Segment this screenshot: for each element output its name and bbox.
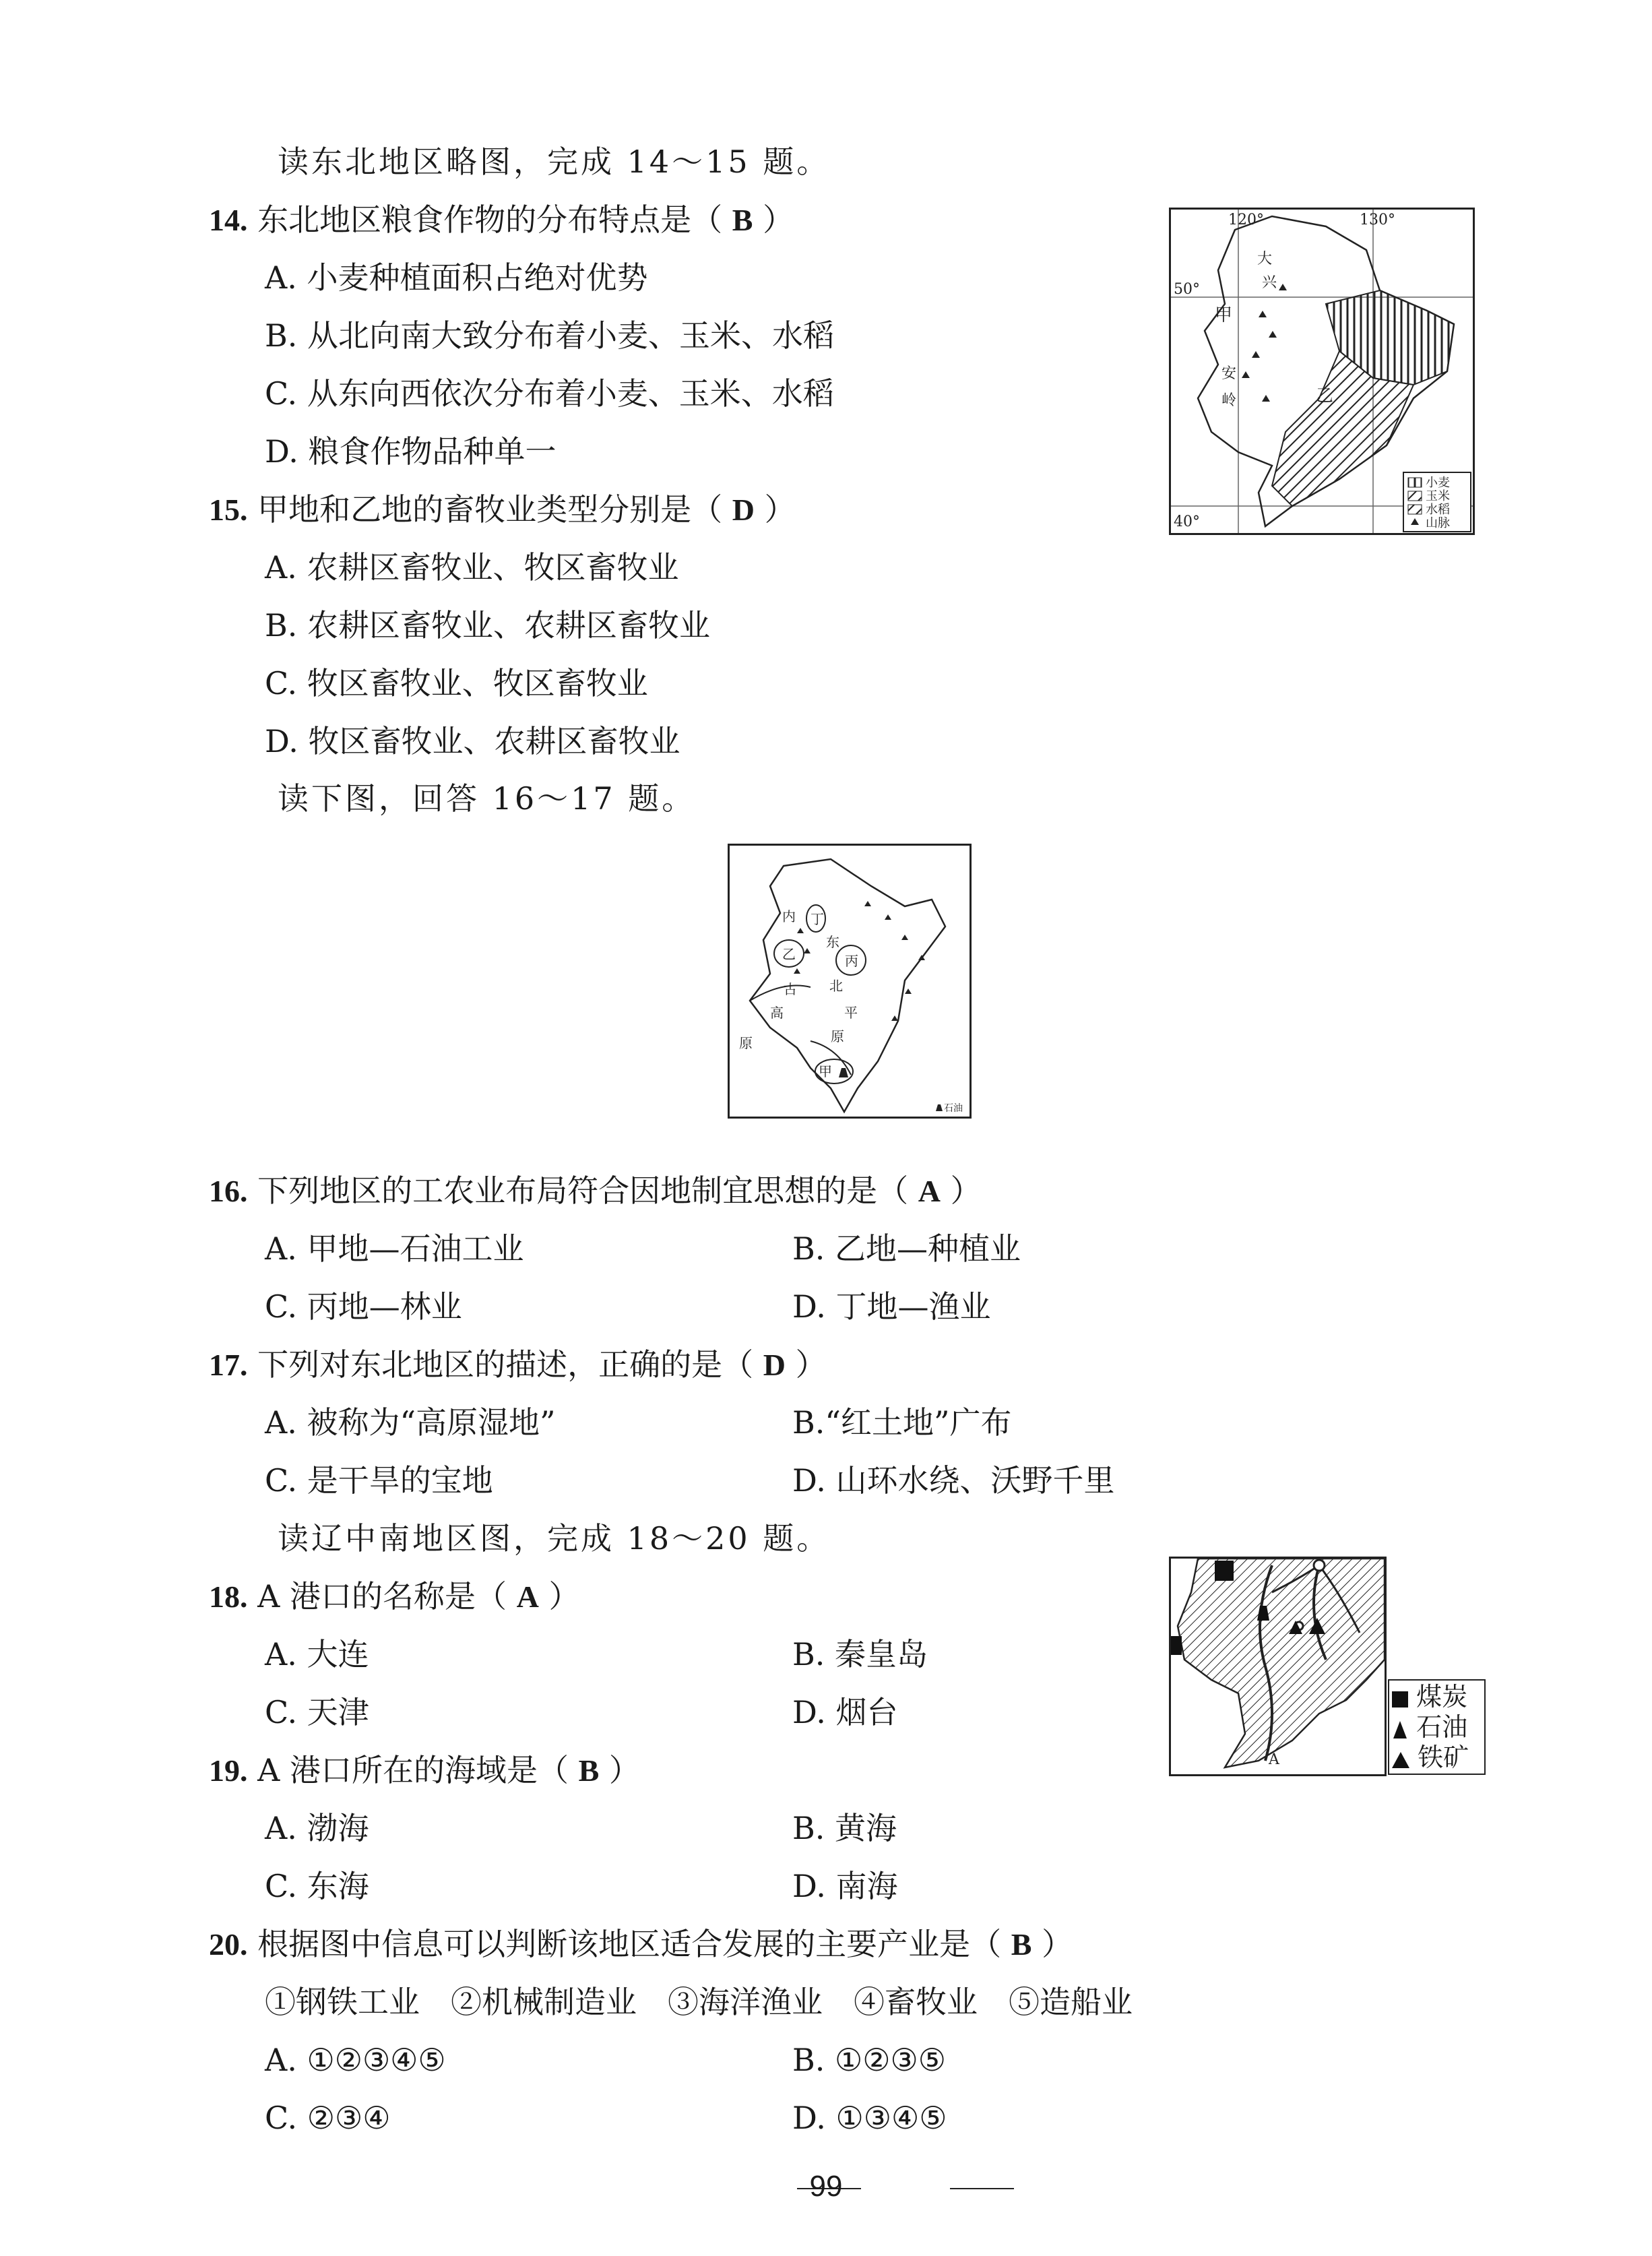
q20-option-a: A. ①②③④⑤ [265, 2042, 446, 2078]
coal-symbol [1215, 1561, 1234, 1581]
oil-symbol [839, 1068, 848, 1077]
q17-option-b: B.“红土地”广布 [792, 1404, 1012, 1441]
q16-option-a: A. 甲地—石油工业 [265, 1230, 524, 1267]
q18-option-d: D. 烟台 [792, 1694, 898, 1730]
svg-text:原: 原 [739, 1035, 753, 1051]
q17-option-c: C. 是干旱的宝地 [265, 1462, 493, 1499]
legend-oil: 石油 [1392, 1711, 1467, 1743]
q15-option-b: B. 农耕区畜牧业、农耕区畜牧业 [265, 607, 711, 644]
q20-option-c: C. ②③④ [265, 2100, 391, 2136]
q14-option-b: B. 从北向南大致分布着小麦、玉米、水稻 [265, 317, 835, 354]
legend-wheat: 小麦 [1426, 476, 1450, 490]
svg-text:甲: 甲 [819, 1063, 832, 1079]
legend-coal: 煤炭 [1392, 1681, 1467, 1713]
svg-text:高: 高 [770, 1005, 784, 1021]
question-19-stem: 19. A 港口所在的海域是（ B ） [209, 1752, 640, 1788]
range-char: 大 [1257, 251, 1273, 268]
question-number: 18. [209, 1579, 248, 1614]
q15-option-a: A. 农耕区畜牧业、牧区畜牧业 [265, 549, 679, 586]
q16-option-c: C. 丙地—林业 [265, 1288, 462, 1325]
q18-option-c: C. 天津 [265, 1694, 369, 1730]
svg-text:平: 平 [844, 1005, 858, 1021]
svg-text:丁: 丁 [811, 911, 824, 927]
intro-14-15: 读东北地区略图，完成 14～15 题。 [278, 144, 831, 180]
legend-rice: 水稻 [1426, 503, 1450, 517]
map2-outline [750, 859, 945, 1112]
question-16-stem: 16. 下列地区的工农业布局符合因地制宜思想的是（ A ） [209, 1172, 982, 1209]
question-20-stem: 20. 根据图中信息可以判断该地区适合发展的主要产业是（ B ） [209, 1926, 1073, 1962]
svg-text:原: 原 [831, 1028, 844, 1044]
q17-option-d: D. 山环水绕、沃野千里 [792, 1462, 1115, 1499]
q20-items: ①钢铁工业 ②机械制造业 ③海洋渔业 ④畜牧业 ⑤造船业 [265, 1984, 1133, 2020]
answer-mark: A [918, 1174, 941, 1208]
q19-option-d: D. 南海 [792, 1868, 898, 1904]
answer-mark: B [578, 1753, 600, 1788]
answer-mark: B [1011, 1927, 1032, 1962]
question-number: 16. [209, 1174, 248, 1208]
range-char: 兴 [1262, 274, 1277, 291]
answer-mark: D [732, 493, 755, 527]
q16-option-b: B. 乙地—种植业 [792, 1230, 1021, 1267]
svg-text:北: 北 [829, 978, 843, 994]
q17-option-a: A. 被称为“高原湿地” [265, 1404, 556, 1441]
legend-corn: 玉米 [1426, 489, 1450, 503]
question-number: 15. [209, 493, 248, 527]
lat-50-label: 50° [1174, 281, 1200, 298]
lon-130-label: 130° [1360, 212, 1395, 228]
q16-option-d: D. 丁地—渔业 [792, 1288, 991, 1325]
city-marker [1314, 1560, 1325, 1571]
q15-option-d: D. 牧区畜牧业、农耕区畜牧业 [265, 723, 680, 759]
svg-text:东: 东 [826, 934, 839, 950]
page-number: 99 [809, 2170, 843, 2203]
q19-option-a: A. 渤海 [265, 1810, 369, 1846]
intro-16-17: 读下图，回答 16～17 题。 [278, 780, 696, 817]
q19-option-b: B. 黄海 [792, 1810, 897, 1846]
legend-iron: 铁矿 [1392, 1741, 1469, 1774]
lat-40-label: 40° [1174, 513, 1200, 530]
q18-option-b: B. 秦皇岛 [792, 1636, 928, 1672]
coal-symbol [1171, 1636, 1182, 1655]
question-15-stem: 15. 甲地和乙地的畜牧业类型分别是（ D ） [209, 491, 796, 528]
q14-option-c: C. 从东向西依次分布着小麦、玉米、水稻 [265, 375, 834, 412]
port-a-label: A [1269, 1751, 1279, 1768]
q14-option-a: A. 小麦种植面积占绝对优势 [265, 259, 648, 296]
question-number: 19. [209, 1753, 248, 1788]
q18-option-a: A. 大连 [265, 1636, 369, 1672]
range-char: 岭 [1221, 392, 1237, 409]
q15-option-c: C. 牧区畜牧业、牧区畜牧业 [265, 665, 648, 701]
question-number: 17. [209, 1348, 248, 1382]
q19-option-c: C. 东海 [265, 1868, 369, 1904]
intro-18-20: 读辽中南地区图，完成 18～20 题。 [278, 1520, 831, 1557]
map2-legend-oil: 石油 [944, 1103, 963, 1114]
answer-mark: D [763, 1348, 786, 1382]
liaozhongnan-land [1178, 1559, 1385, 1767]
legend-mountain: 山脉 [1426, 516, 1450, 530]
question-14-stem: 14. 东北地区粮食作物的分布特点是（ B ） [209, 201, 794, 238]
svg-text:乙: 乙 [782, 946, 796, 962]
liaozhongnan-map [1169, 1557, 1387, 1776]
question-number: 20. [209, 1927, 248, 1962]
svg-text:古: 古 [784, 981, 797, 997]
northeast-region-map [728, 844, 972, 1119]
yi-label: 乙 [1316, 386, 1334, 406]
jia-label: 甲 [1215, 305, 1233, 325]
svg-text:丙: 丙 [845, 953, 858, 969]
q14-option-d: D. 粮食作物品种单一 [265, 433, 557, 470]
page-number-rule-right [950, 2188, 1014, 2189]
q20-option-b: B. ①②③⑤ [792, 2042, 947, 2078]
answer-mark: A [516, 1579, 539, 1614]
lon-120-label: 120° [1228, 212, 1264, 228]
question-18-stem: 18. A 港口的名称是（ A ） [209, 1578, 580, 1615]
q20-option-d: D. ①③④⑤ [792, 2100, 947, 2136]
answer-mark: B [732, 203, 753, 237]
mountain-symbols [1242, 284, 1287, 402]
question-number: 14. [209, 203, 248, 237]
northeast-crop-map [1169, 208, 1475, 535]
range-char: 安 [1221, 365, 1237, 382]
svg-text:内: 内 [782, 908, 796, 925]
question-17-stem: 17. 下列对东北地区的描述，正确的是（ D ） [209, 1346, 827, 1383]
legend-oil-symbol [936, 1104, 943, 1111]
